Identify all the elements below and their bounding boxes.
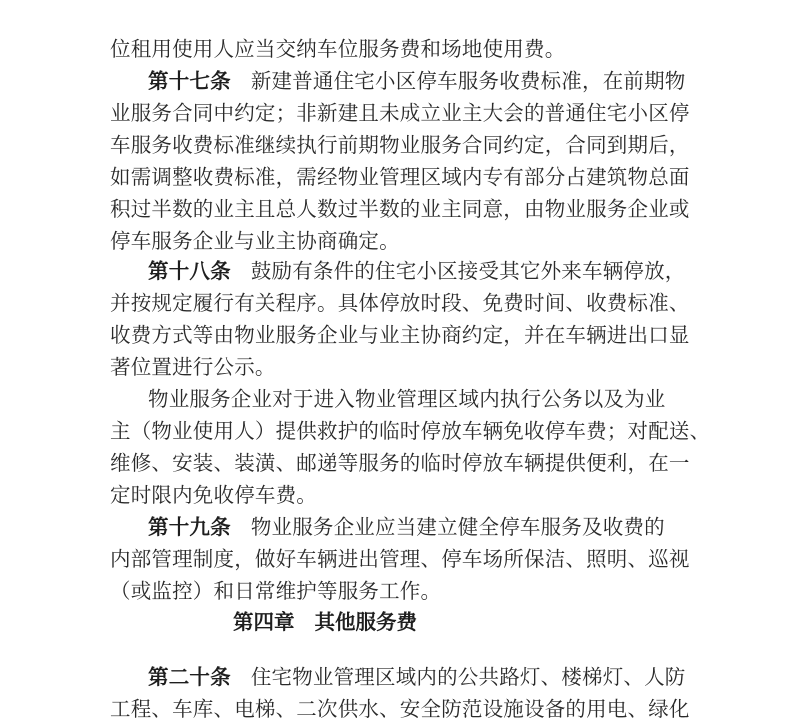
text-line: 业服务合同中约定；非新建且未成立业主大会的普通住宅小区停 [110, 101, 690, 125]
text-line: 新建普通住宅小区停车服务收费标准，在前期物 [250, 69, 686, 93]
chapter-title: 其他服务费 [314, 610, 417, 634]
text-line: （或监控）和日常维护等服务工作。 [110, 579, 442, 603]
text-line: 住宅物业管理区域内的公共路灯、楼梯灯、人防 [250, 665, 686, 689]
text-line: 位租用使用人应当交纳车位服务费和场地使用费。 [110, 37, 566, 61]
article-20-paragraph [0, 662, 798, 692]
article-17-paragraph [0, 66, 798, 96]
text-line: 工程、车库、电梯、二次供水、安全防范设施设备的用电、绿化 [110, 697, 690, 721]
text-line: 收费方式等由物业服务企业与业主协商约定，并在车辆进出口显 [110, 323, 690, 347]
text-line: 维修、安装、装潢、邮递等服务的临时停放车辆提供便利，在一 [110, 451, 690, 475]
text-line: 停车服务企业与业主协商确定。 [110, 229, 400, 253]
text-line: 并按规定履行有关程序。具体停放时段、免费时间、收费标准、 [110, 291, 690, 315]
text-line: 内部管理制度，做好车辆进出管理、停车场所保洁、照明、巡视 [110, 547, 690, 571]
text-line: 车服务收费标准继续执行前期物业服务合同约定，合同到期后， [110, 133, 690, 157]
article-20-label: 第二十条 [148, 665, 231, 689]
text-line: 物业服务企业应当建立健全停车服务及收费的 [250, 515, 665, 539]
text-line: 著位置进行公示。 [110, 355, 276, 379]
text-line: 鼓励有条件的住宅小区接受其它外来车辆停放， [250, 259, 686, 283]
article-18-label: 第十八条 [148, 259, 231, 283]
text-line: 积过半数的业主且总人数过半数的业主同意，由物业服务企业或 [110, 197, 690, 221]
chapter-number: 第四章 [233, 610, 295, 634]
article-18-paragraph [0, 256, 798, 286]
text-line: 主（物业使用人）提供救护的临时停放车辆免收停车费；对配送、 [110, 419, 711, 443]
text-line: 物业服务企业对于进入物业管理区域内执行公务以及为业 [148, 387, 666, 411]
chapter-heading [0, 607, 650, 637]
text-line: 如需调整收费标准，需经物业管理区域内专有部分占建筑物总面 [110, 165, 690, 189]
article-19-label: 第十九条 [148, 515, 231, 539]
article-19-paragraph [0, 512, 798, 542]
text-line: 定时限内免收停车费。 [110, 483, 317, 507]
article-17-label: 第十七条 [148, 69, 231, 93]
